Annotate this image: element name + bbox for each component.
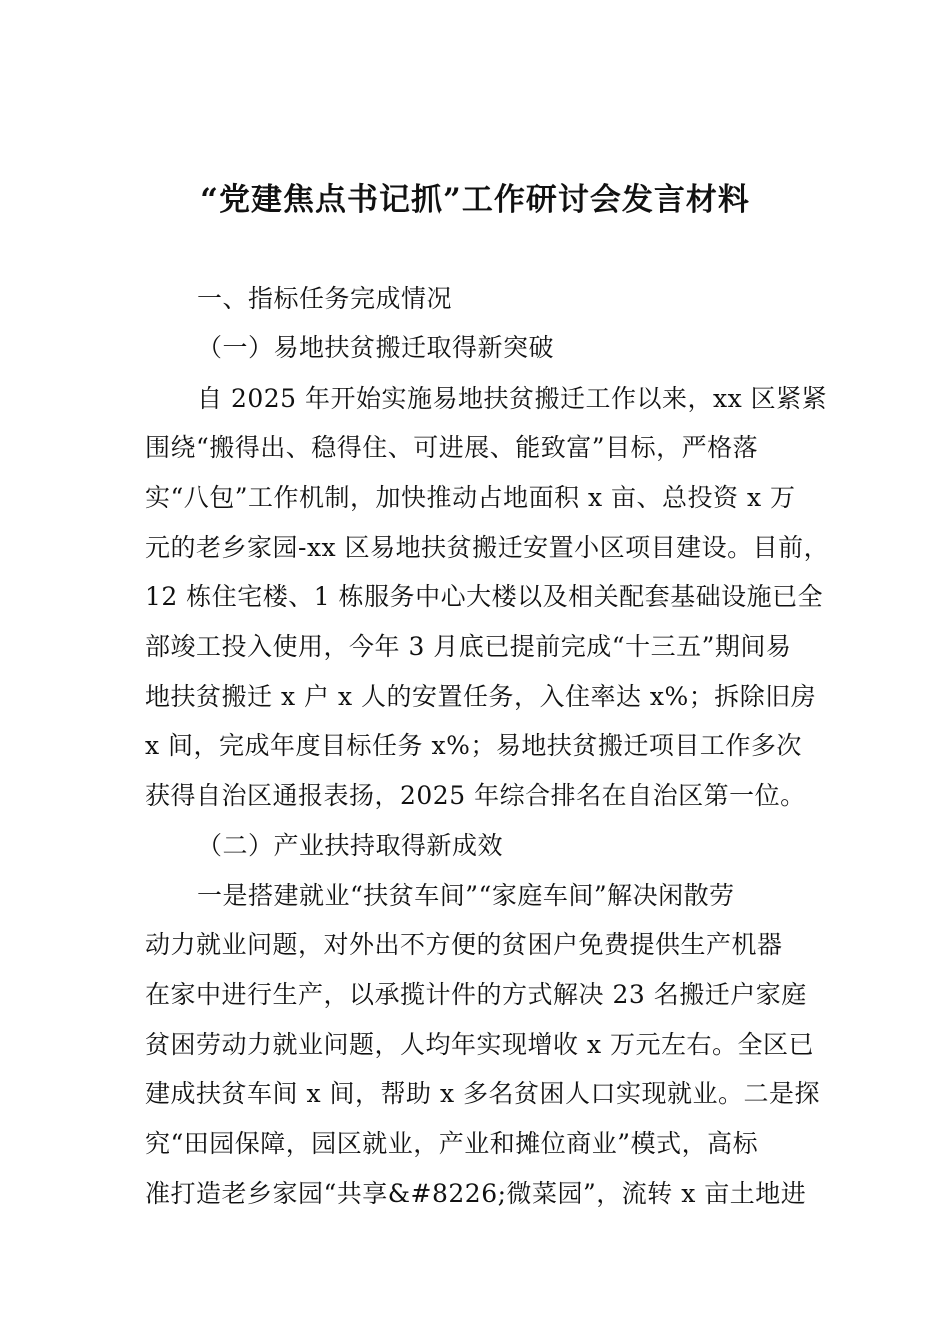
paragraph-line: 12 栋住宅楼、1 栋服务中心大楼以及相关配套基础设施已全 (145, 582, 824, 611)
paragraph-line: 究“田园保障，园区就业，产业和摊位商业”模式，高标 (145, 1129, 759, 1158)
paragraph-line: 自 2025 年开始实施易地扶贫搬迁工作以来，xx 区紧紧 (197, 384, 828, 413)
paragraph-line: 部竣工投入使用，今年 3 月底已提前完成“十三五”期间易 (145, 632, 792, 661)
paragraph-line: x 间，完成年度目标任务 x%；易地扶贫搬迁项目工作多次 (145, 731, 802, 760)
subsection-heading: （二）产业扶持取得新成效 (197, 831, 504, 860)
document-title: “党建焦点书记抓”工作研讨会发言材料 (200, 182, 750, 218)
paragraph-line: 在家中进行生产，以承揽计件的方式解决 23 名搬迁户家庭 (145, 980, 807, 1009)
paragraph-line: 地扶贫搬迁 x 户 x 人的安置任务，入住率达 x%；拆除旧房 (145, 682, 817, 711)
paragraph-line: 准打造老乡家园“共享&#8226;微菜园”，流转 x 亩土地进 (145, 1179, 807, 1208)
paragraph-line: 贫困劳动力就业问题，人均年实现增收 x 万元左右。全区已 (145, 1030, 814, 1059)
subsection-heading: （一）易地扶贫搬迁取得新突破 (197, 333, 555, 362)
paragraph-line: 一是搭建就业“扶贫车间”“家庭车间”解决闲散劳 (197, 881, 735, 910)
paragraph-line: 实“八包”工作机制，加快推动占地面积 x 亩、总投资 x 万 (145, 483, 796, 512)
paragraph-line: 元的老乡家园-xx 区易地扶贫搬迁安置小区项目建设。目前， (145, 533, 830, 562)
paragraph-line: 动力就业问题，对外出不方便的贫困户免费提供生产机器 (145, 930, 783, 959)
paragraph-line: 围绕“搬得出、稳得住、可进展、能致富”目标，严格落 (145, 433, 759, 462)
section-heading: 一、指标任务完成情况 (197, 284, 453, 313)
paragraph-line: 获得自治区通报表扬，2025 年综合排名在自治区第一位。 (145, 781, 806, 810)
paragraph-line: 建成扶贫车间 x 间，帮助 x 多名贫困人口实现就业。二是探 (145, 1079, 820, 1108)
